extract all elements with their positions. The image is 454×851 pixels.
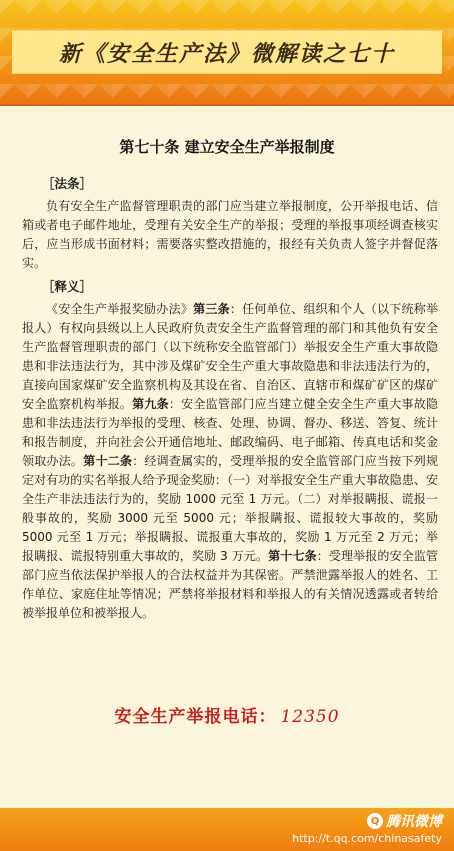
- header-title: 新《安全生产法》微解读之七十: [58, 40, 395, 67]
- hotline-label: 安全生产举报电话：: [114, 707, 277, 727]
- article-12-label: 第十二条: [83, 454, 133, 468]
- regulation-name: 《安全生产举报奖励办法》: [46, 302, 194, 316]
- logo-text: 腾讯微博: [386, 814, 442, 830]
- article-3-text: ：任何单位、组织和个人（以下统称举报人）有权向县级以上人民政府负责安全生产监督管理的部门和其他负有安全生产监督管理职责的部门（以下统称安全监管部门）举报安全生产重大事故隐患和非法违法行为，其中涉及煤矿安全生产重大事故隐患和非法违法行为的，直接向国家煤矿安全监察机构及其设在省、自治区、直辖市和煤矿矿区的煤矿安全监察机构举报。: [22, 302, 438, 411]
- article-9-text: ：安全监管部门应当建立健全安全生产重大事故隐患和非法违法行为举报的受理、核查、处理、协调、督办、移送、答复、统计和报告制度，并向社会公开通信地址、邮政编码、电子邮箱、传真电话和奖金领取办法。: [22, 397, 438, 468]
- weibo-logo: [367, 811, 442, 831]
- law-section-text: 负有安全生产监督管理职责的部门应当建立举报制度，公开举报电话、信箱或者电子邮件地址，受理有关安全生产的举报；受理的举报事项经调查核实后，应当形成书面材料；需要落实整改措施的，报经有关负责人签字并督促落实。: [22, 199, 438, 270]
- hotline: [0, 702, 454, 727]
- article-content: [22, 174, 438, 627]
- article-17-label: 第十七条: [268, 549, 317, 563]
- article-17-text: ：受理举报的安全监管部门应当依法保护举报人的合法权益并为其保密。严禁泄露举报人的姓名、工作单位、家庭住址等情况；严禁将举报材料和举报人的有关情况透露或者转给被举报单位和被举报人。: [22, 549, 438, 620]
- article-3-label: 第三条: [193, 302, 230, 316]
- footer-url[interactable]: http://t.qq.com/chinasafety: [292, 832, 442, 845]
- article-9-label: 第九条: [132, 397, 169, 411]
- footer-banner: [0, 808, 454, 851]
- law-section-label: ［法条］: [42, 176, 93, 191]
- article-title: 第七十条 建立安全生产举报制度: [119, 138, 335, 156]
- tencent-weibo-icon: Q: [367, 813, 383, 829]
- interpretation-text: [22, 300, 438, 623]
- hotline-number: 12350: [280, 707, 340, 727]
- header-title-band: [12, 30, 442, 74]
- header-banner: [0, 0, 454, 106]
- article-12-text: ：经调查属实的，受理举报的安全监管部门应当按下列规定对有功的实名举报人给予现金奖励：（一）对举报安全生产重大事故隐患、安全生产非法违法行为的，奖励 1000 元至 1 万元。（二）对举报瞒报、谎报一般事故的，奖励 3000 元至 5000 元；举报瞒报、谎报较大事故的，奖励 5000 元至 1 万元；举报瞒报、谎报重大事故的，奖励 1 万元至 2 万元；举报瞒报、谎报特别重大事故的，奖励 3 万元。: [22, 454, 438, 563]
- interpretation-section-label: ［释义］: [42, 279, 93, 294]
